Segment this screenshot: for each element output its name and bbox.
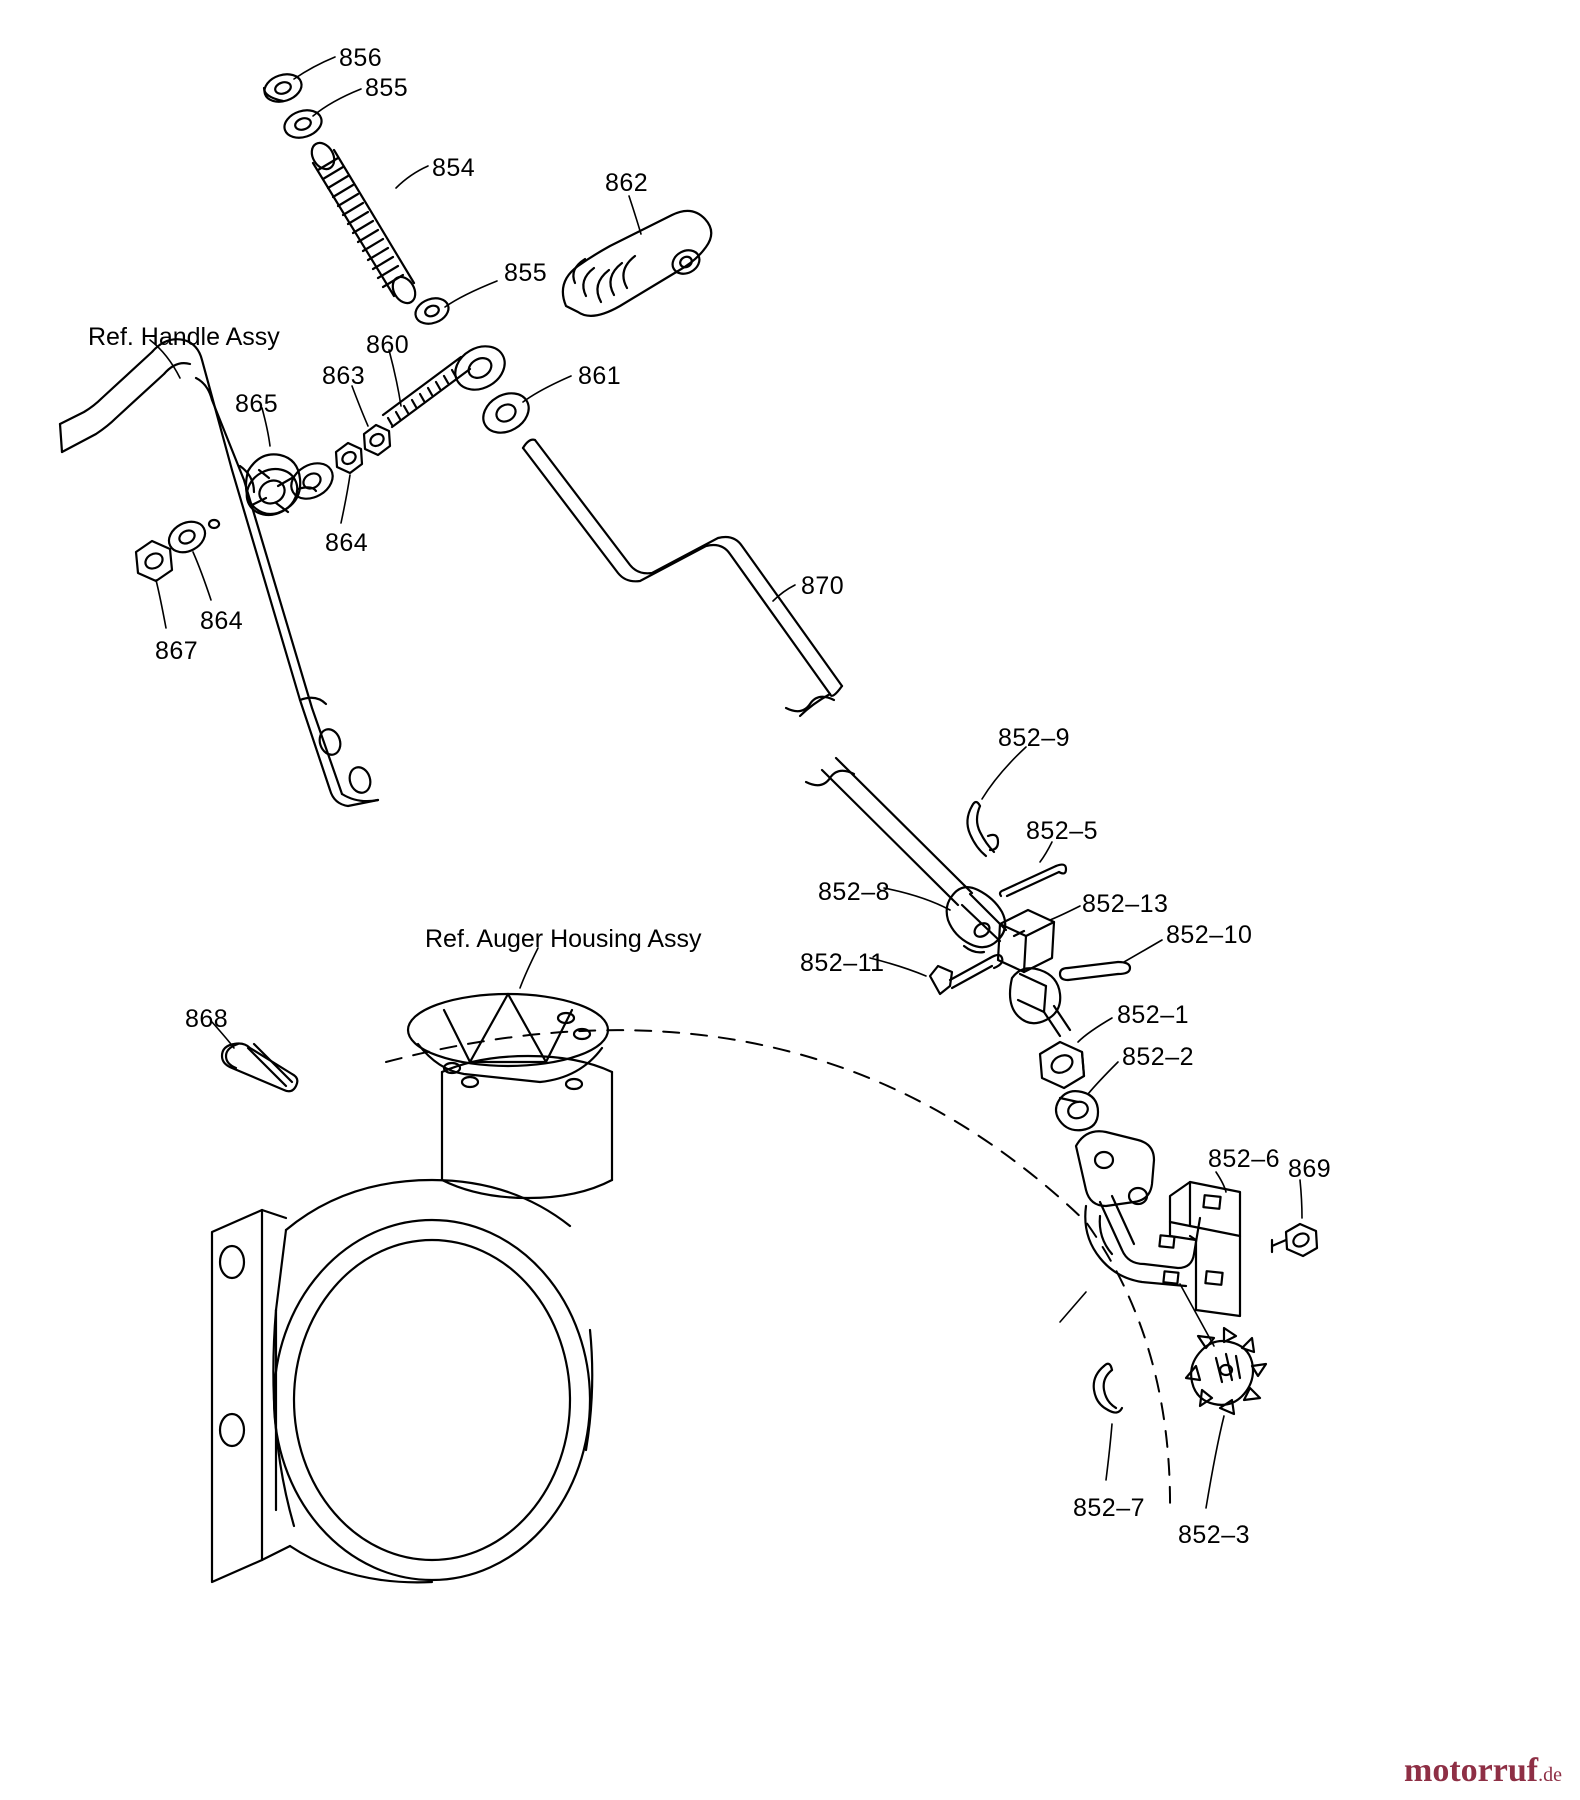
callout-863: 863 xyxy=(322,362,366,390)
part-863-nut xyxy=(364,425,390,455)
callout-860: 860 xyxy=(366,331,410,359)
callout-855-a: 855 xyxy=(365,74,409,102)
part-867-nut xyxy=(136,541,172,581)
part-861-washer xyxy=(476,385,536,440)
part-852-9-hairpin xyxy=(967,802,998,856)
ref-handle-arm xyxy=(60,339,378,806)
part-852-3-gear xyxy=(1186,1328,1266,1414)
callout-852-1: 852–1 xyxy=(1117,1001,1190,1029)
callout-852-2: 852–2 xyxy=(1122,1043,1195,1071)
part-852-11-bolt xyxy=(930,955,1002,994)
callout-864-b: 864 xyxy=(200,607,244,635)
callout-856: 856 xyxy=(339,44,383,72)
callout-864-a: 864 xyxy=(325,529,369,557)
callout-854: 854 xyxy=(432,154,476,182)
callout-861: 861 xyxy=(578,362,622,390)
part-868-screw xyxy=(222,1044,297,1092)
part-852-8-coupling xyxy=(947,887,1006,952)
callout-852-6: 852–6 xyxy=(1208,1145,1281,1173)
part-852-7-clip xyxy=(1094,1364,1122,1413)
part-865-knob xyxy=(239,454,316,523)
callout-862: 862 xyxy=(605,169,649,197)
part-864-washer-upper xyxy=(336,443,362,473)
callout-870: 870 xyxy=(801,572,845,600)
watermark-de: .de xyxy=(1538,1764,1562,1786)
part-852-5-cotter-pin xyxy=(1000,865,1066,896)
callout-852-3: 852–3 xyxy=(1178,1521,1251,1549)
callout-852-13: 852–13 xyxy=(1082,890,1169,918)
part-862-handle xyxy=(563,211,711,316)
callout-852-10: 852–10 xyxy=(1166,921,1253,949)
ref-auger-housing-assy-label: Ref. Auger Housing Assy xyxy=(425,925,702,953)
callout-852-5: 852–5 xyxy=(1026,817,1099,845)
reference-arc xyxy=(386,1030,1170,1512)
part-854-grip xyxy=(307,139,420,307)
callout-852-9: 852–9 xyxy=(998,724,1071,752)
watermark xyxy=(1404,1752,1562,1790)
part-869-nut xyxy=(1272,1224,1317,1256)
ref-auger-housing xyxy=(212,994,612,1582)
callout-852-7: 852–7 xyxy=(1073,1494,1146,1522)
watermark-motor: motor xyxy=(1404,1752,1493,1789)
callout-867: 867 xyxy=(155,637,199,665)
part-852-2-washer xyxy=(1056,1091,1098,1130)
callout-855-b: 855 xyxy=(504,259,548,287)
part-870-rod xyxy=(523,440,972,905)
callout-852-8: 852–8 xyxy=(818,878,891,906)
watermark-ruf: ruf xyxy=(1492,1752,1539,1789)
part-855-washer-lower xyxy=(412,294,452,328)
part-852-13-block xyxy=(998,910,1054,972)
callout-869: 869 xyxy=(1288,1155,1332,1183)
callout-852-11: 852–11 xyxy=(800,949,885,977)
part-852-1-nut xyxy=(1040,1042,1084,1088)
callout-868: 868 xyxy=(185,1005,229,1033)
ref-handle-assy-label: Ref. Handle Assy xyxy=(88,323,280,351)
callout-865: 865 xyxy=(235,390,279,418)
part-852-10-pin xyxy=(1060,962,1130,980)
